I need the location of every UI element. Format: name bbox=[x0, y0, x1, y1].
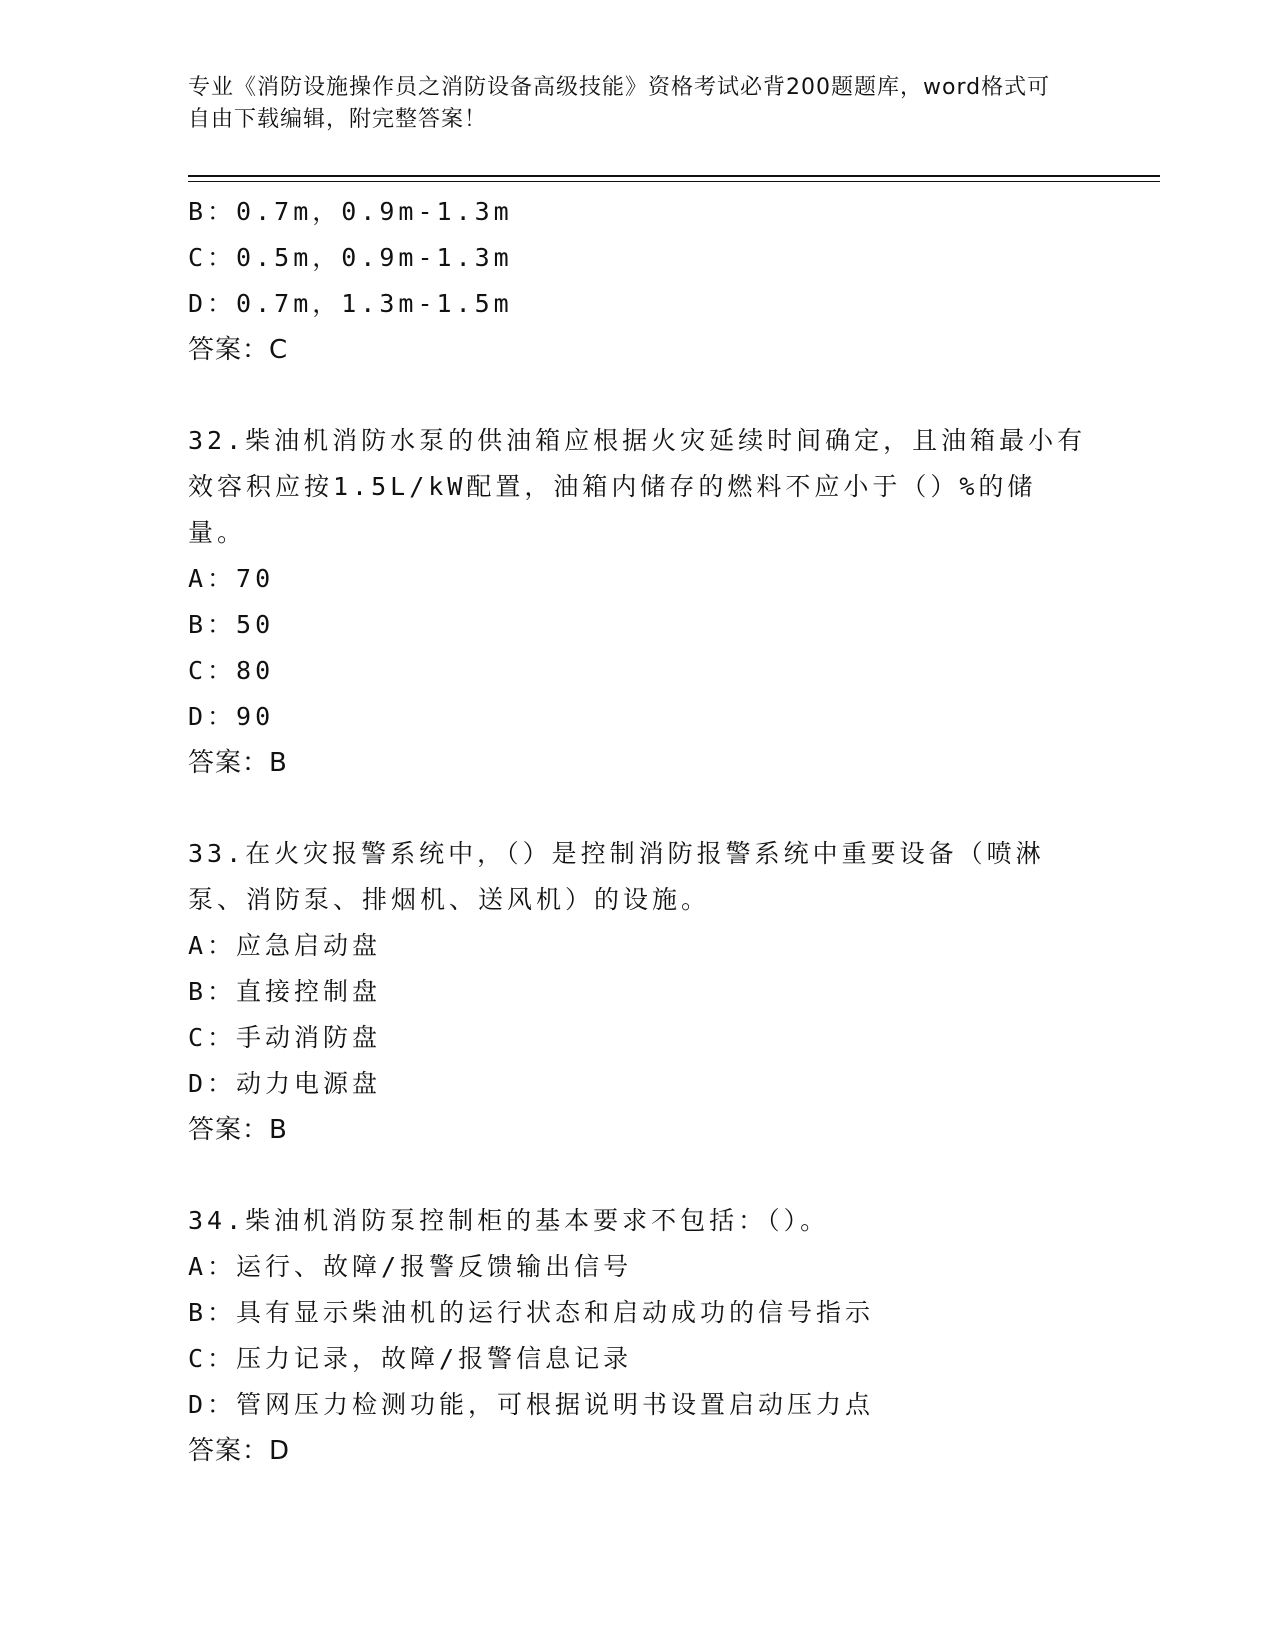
option-c: C：压力记录，故障/报警信息记录 bbox=[188, 1344, 633, 1373]
question-text: 32.柴油机消防水泵的供油箱应根据火灾延续时间确定，且油箱最小有效容积应按1.5L/kW配置，油箱内储存的燃料不应小于（）%的储量。 bbox=[188, 426, 1087, 547]
question-32 bbox=[188, 418, 1088, 786]
option-c: C：80 bbox=[188, 656, 275, 685]
answer: 答案：B bbox=[188, 748, 288, 778]
option-d: D：90 bbox=[188, 702, 275, 731]
document-header: 专业《消防设施操作员之消防设备高级技能》资格考试必背200题题库，word格式可自由下载编辑，附完整答案！ bbox=[188, 75, 1051, 132]
option-c: C：0.5m，0.9m-1.3m bbox=[188, 243, 513, 272]
option-a: A：运行、故障/报警反馈输出信号 bbox=[188, 1252, 633, 1281]
answer: 答案：C bbox=[188, 335, 289, 365]
option-b: B：50 bbox=[188, 610, 275, 639]
question-text: 34.柴油机消防泵控制柜的基本要求不包括：（）。 bbox=[188, 1206, 830, 1235]
option-d: D：0.7m，1.3m-1.5m bbox=[188, 289, 513, 318]
option-a: A：70 bbox=[188, 564, 275, 593]
option-d: D：动力电源盘 bbox=[188, 1069, 382, 1098]
question-text: 33.在火灾报警系统中，（）是控制消防报警系统中重要设备（喷淋泵、消防泵、排烟机、送风机）的设施。 bbox=[188, 839, 1045, 914]
option-b: B：直接控制盘 bbox=[188, 977, 382, 1006]
option-b: B：具有显示柴油机的运行状态和启动成功的信号指示 bbox=[188, 1298, 875, 1327]
option-b: B：0.7m，0.9m-1.3m bbox=[188, 197, 513, 226]
answer: 答案：B bbox=[188, 1115, 288, 1145]
question-list bbox=[188, 189, 1088, 1474]
option-c: C：手动消防盘 bbox=[188, 1023, 382, 1052]
option-a: A：应急启动盘 bbox=[188, 931, 382, 960]
question-31-partial bbox=[188, 189, 1088, 373]
answer: 答案：D bbox=[188, 1436, 291, 1466]
header-divider bbox=[188, 175, 1160, 177]
question-33 bbox=[188, 831, 1088, 1153]
option-d: D：管网压力检测功能，可根据说明书设置启动压力点 bbox=[188, 1390, 875, 1419]
question-34 bbox=[188, 1198, 1088, 1474]
header-divider-thin bbox=[188, 181, 1160, 182]
